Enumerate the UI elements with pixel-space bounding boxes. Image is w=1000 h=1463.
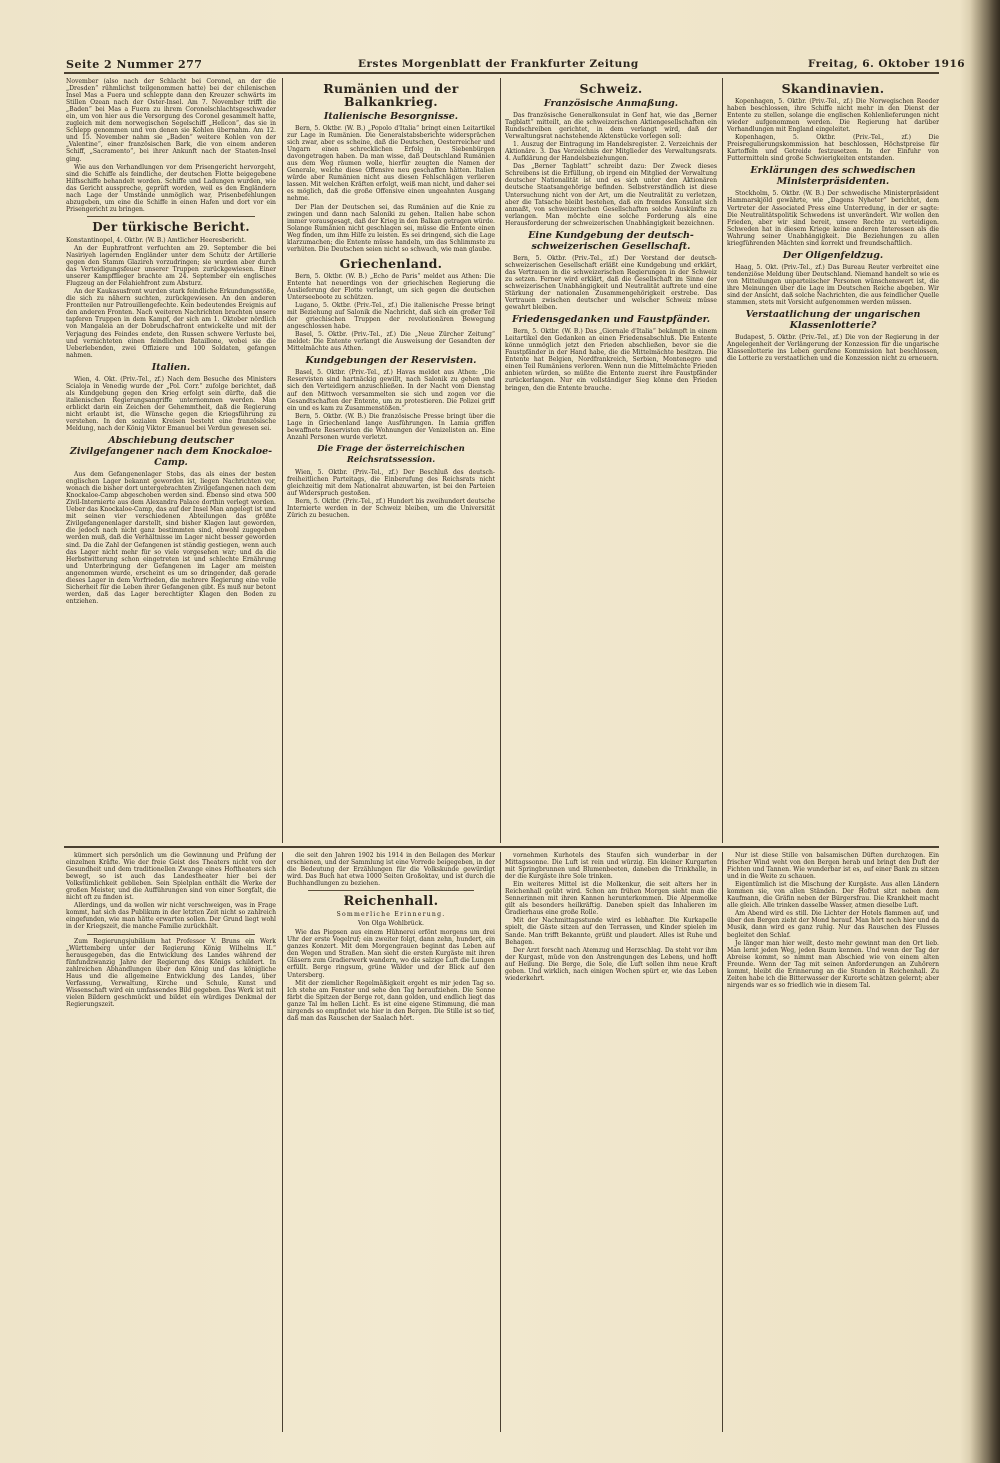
feuilleton-paragraph: Der Arzt forscht nach Atemzug und Herzschlag. Da steht vor ihm der Kurgast, müde von den Anstrengungen des Lebens, und hofft auf Heilung. Die Berge, die Sole, die Luft sollen ihm neue Kraft geben. Und wirklich, nach einigen Wochen spürt er, wie das Leben wiederkehrt. xyxy=(505,946,717,982)
article-paragraph: Das „Berner Tagblatt“ schreibt dazu: Der Zweck dieses Schreibens ist die Erfüllung, ob irgend ein Mitglied der Verwaltung deutscher Nationalität ist und es sich unter den Aktionären deutsche Staatsangehörige befinden. Selbstverständlich ist diese Untersuchung nicht von der Art, um die Neutralität zu verletzen, aber die Tatsache bleibt bestehen, daß ein fremdes Konsulat sich anmaßt, von schweizerischen Gesellschaften solche Auskünfte zu verlangen. Man möchte eine solche Forderung als eine Herausforderung der schweizerischen Unabhängigkeit bezeichnen. xyxy=(505,163,717,227)
byline: Von Olga Wohlbrück. xyxy=(358,920,424,928)
lower-column-4 xyxy=(727,852,939,1432)
feuilleton-paragraph: Ein weiteres Mittel ist die Molkenkur, die seit alters her in Reichenhall geübt wird. Schon am frühen Morgen sieht man die Sennerinnen mit ihren Kannen herunterkommen. Die Alpenmolke gilt als besonders heilkräftig. Daneben spielt das Inhalieren im Gradierhaus eine große Rolle. xyxy=(505,881,717,917)
headline-griechenland: Griechenland. xyxy=(339,255,443,271)
headline-kundgebung-gesellschaft: Eine Kundgebung der deutsch-schweizerischen Gesellschaft. xyxy=(528,229,694,252)
headline-oligenfeldzug: Der Oligenfeldzug. xyxy=(782,249,884,261)
feuilleton-paragraph: Zum Regierungsjubiläum hat Professor V. Bruns ein Werk „Württemberg unter der Regierung König Wilhelms II.“ herausgegeben, das die Entwicklung des Landes während der fünfundzwanzig Jahre der Regierung des Königs schildert. In zahlreichen Abhandlungen über den König und das königliche Haus und die allgemeine Entwicklung des Landes, über Verfassung, Verwaltung, Kirche und Schule, Kunst und Wissenschaft wird ein umfassendes Bild gegeben. Das Werk ist mit vielen Bildern geschmückt und bildet ein würdiges Denkmal der Regierungszeit. xyxy=(66,937,276,1008)
article-paragraph: Kopenhagen, 5. Oktbr. (Priv.-Tel., zf.) Die Preisregulierungskommission hat beschlossen, Höchstpreise für Kartoffeln und Getreide festzusetzen. In der Einfuhr von Futtermitteln sind große Schwierigkeiten entstanden. xyxy=(727,134,939,163)
column-divider xyxy=(722,852,723,1432)
feuilleton-paragraph: Wie das Piepsen aus einem Hühnerei erfönt morgens um drei Uhr der erste Vogelruf; ein zweiter folgt, dann zehn, hundert, ein ganzes Konzert. Mit dem Morgengrauen beginnt das Leben auf den Wegen und Straßen. Man sieht die ersten Kurgäste mit ihren Gläsern zum Gradierwerk wandern, wo die salzige Luft die Lungen erfüllt. Berge ringsum, grüne Wälder und der Blick auf den Untersberg. xyxy=(287,929,495,979)
article-paragraph: Basel, 5. Oktbr. (Priv.-Tel., zf.) Havas meldet aus Athen: „Die Reservisten sind hartnäckig gewillt, nach Salonik zu gehen und sich den Verteidigern anzuschließen. In der Nacht vom Dienstag auf den Mittwoch versammelten sie sich und zogen vor die Gesandtschaften der Entente, um zu protestieren. Die Polizei griff ein und es kam zu Zusammenstößen.“ xyxy=(287,369,495,412)
masthead-title: Erstes Morgenblatt der Frankfurter Zeitung xyxy=(358,58,639,70)
article-paragraph: Bern, 5. Oktbr. (W. B.) „Popolo d'Italia“ bringt einen Leitartikel zur Lage in Rumänien. Die Generalstabsberichte widersprächen sich zwar, aber es scheine, daß die Deutschen, Oesterreicher und Ungarn einen schrecklichen Erfolg in Siebenbürgen davongetragen haben. Da man wisse, daß Deutschland Rumänien aus dem Weg räumen wolle, hierfür zeugten die Namen der Generale, welche diese Offensive neu geschaffen hätten. Italien würde aber Rumänien nicht aus diesen Fehlschlägen verlieren lassen. Mit welchen Kräften erfolgt, weiß man nicht, und daher sei es möglich, daß die große Offensive einen ungeahnten Ausgang nehme. xyxy=(287,125,495,203)
headline-schweiz: Schweiz. xyxy=(579,81,643,96)
headline-friedensgedanken: Friedensgedanken und Faustpfänder. xyxy=(511,314,711,326)
subheadline: Sommerliche Erinnerung. xyxy=(336,911,446,919)
headline-tuerkischer-bericht: Der türkische Bericht. xyxy=(92,219,250,234)
article-paragraph: Bern, 5. Oktbr. (Priv.-Tel., zf.) Hundert bis zweihundert deutsche Internierte werden in der Schweiz bleiben, um die Universität Zürich zu besuchen. xyxy=(287,498,495,520)
section-rule xyxy=(64,846,939,848)
article-paragraph: Bern, 5. Oktbr. (W. B.) Die französische Presse bringt über die Lage in Griechenland lange Ausführungen. In Lamia griffen bewaffnete Reservisten die Wohnungen der Venizelisten an. Eine Anzahl Personen wurde verletzt. xyxy=(287,412,495,441)
feuilleton-paragraph: Eigentümlich ist die Mischung der Kurgäste. Aus allen Ländern kommen sie, von allen Ständen. Der Hofrat sitzt neben dem Kaufmann, die Gräfin neben der Bürgersfrau. Die Krankheit macht alle gleich. Alle trinken dasselbe Wasser, atmen dieselbe Luft. xyxy=(727,881,939,910)
feuilleton-paragraph: Mit der Nachmittagsstunde wird es lebhafter. Die Kurkapelle spielt, die Gäste sitzen auf den Terrassen, und Kinder spielen im Sande. Man trifft Bekannte, grüßt und plaudert. Alles ist Ruhe und Behagen. xyxy=(505,917,717,946)
feuilleton-paragraph: vornehmen Kurhotels des Staufen sich wunderbar in der Mittagssonne. Die Luft ist rein und würzig. Ein kleiner Kurgarten mit Springbrunnen und Blumenbeeten, daneben die Trinkhalle, in der die Kurgäste ihre Sole trinken. xyxy=(505,852,717,881)
article-paragraph: 1. Auszug der Eintragung im Handelsregister. 2. Verzeichnis der Aktionäre. 3. Das Verzeichnis der Mitglieder des Verwaltungsrats. 4. Aufklärung der Handelsbeziehungen. xyxy=(505,141,717,163)
page-number: Seite 2 Nummer 277 xyxy=(66,58,203,71)
column-divider xyxy=(500,78,501,843)
headline-reichsratssession: Die Frage der österreichischen Reichsratssession. xyxy=(317,443,465,465)
feuilleton-paragraph: Am Abend wird es still. Die Lichter der Hotels flammen auf, und über den Bergen zieht der Mond herauf. Man hört noch hier und da Musik, dann wird es ganz ruhig. Nur das Rauschen des Flusses begleitet den Schlaf. xyxy=(727,910,939,939)
article-paragraph: Bern, 5. Oktbr. (W. B.) „Echo de Paris“ meldet aus Athen: Die Entente hat neuerdings von der griechischen Regierung die Auslieferung der Flotte verlangt, um sich gegen die deutschen Unterseeboote zu schützen. xyxy=(287,272,495,301)
headline-italien: Italien. xyxy=(151,361,191,373)
article-paragraph: Bern, 5. Oktbr. (W. B.) Das „Giornale d'Italia“ bekämpft in einem Leitartikel den Gedanken an einen Friedensabschluß. Die Entente könne unmöglich jetzt den Frieden abschließen, bevor sie die Faustpfänder in der Hand habe, die die Mittelmächte besitzen. Die Entente hat Belgien, Nordfrankreich, Serbien, Montenegro und einen Teil Rumäniens verloren. Wenn nun die Mittelmächte Frieden anbieten würden, so müßte die Entente zuerst ihre Faustpfänder zurückerlangen. Nur ein vollständiger Sieg könne den Frieden bringen, den die Entente brauche. xyxy=(505,328,717,392)
column-divider xyxy=(500,852,501,1432)
article-paragraph: Wie aus den Verhandlungen vor dem Prisengericht hervorgeht, sind die Schiffe als feindliche, der deutschen Flotte beigegebene Hilfsschiffe behandelt worden. Schiffe und Ladungen wurden, wie das Gericht ausspreche, geprüft worden, weil es den Engländern nach Lage der Umstände unmöglich war, Prisenbefehlungen abzugeben, um eine die Schiffe in einen Hafen und dort vor ein Prisengericht zu bringen. xyxy=(66,163,276,213)
lower-column-1 xyxy=(66,852,276,1432)
article-paragraph: Wien, 5. Oktbr. (Priv.-Tel., zf.) Der Beschluß des deutsch-freiheitlichen Parteitags, die Einberufung des Reichsrats nicht gleichzeitig mit dem Nationalrat abzuwarten, ist bei den Parteien auf Widerspruch gestoßen. xyxy=(287,468,495,497)
feuilleton-paragraph: Je länger man hier weilt, desto mehr gewinnt man den Ort lieb. Man lernt jeden Weg, jeden Baum kennen. Und wenn der Tag der Abreise kommt, so nimmt man Abschied wie von einem alten Freunde. Wenn der Tag mit seinen Anforderungen an Zuhörern kommt, bleibt die Erinnerung an die Stunden in Reichenhall. Zu Zeiten habe ich die Bitterwasser der Kurorte schätzen gelernt; aber nirgends war es so friedlich wie in diesem Tal. xyxy=(727,939,939,989)
article-paragraph: Kopenhagen, 5. Oktbr. (Priv.-Tel., zf.) Die Norwegischen Reeder haben beschlossen, ihre Schiffe nicht mehr in den Dienst der Entente zu stellen, solange die englischen Kohlenlieferungen nicht wieder aufgenommen werden. Die Regierung hat darüber Verhandlungen mit England eingeleitet. xyxy=(727,98,939,134)
headline-italienische-besorgnisse: Italienische Besorgnisse. xyxy=(323,111,459,122)
column-divider xyxy=(282,852,283,1432)
article-paragraph: Konstantinopel, 4. Oktbr. (W. B.) Amtlicher Heeresbericht. xyxy=(66,236,247,244)
article-paragraph: Stockholm, 5. Oktbr. (W. B.) Der schwedische Ministerpräsident Hammarskjöld gewährte, wie „Dagens Nyheter“ berichtet, dem Vertreter der Associated Press eine Unterredung, in der er sagte: Die Neutralitätspolitik Schwedens ist unverändert. Wir wollen den Frieden, aber wir sind bereit, unsere Rechte zu verteidigen. Schweden hat in diesem Kriege keine anderen Interessen als die Wahrung seiner Unabhängigkeit. Die Beziehungen zu allen kriegführenden Mächten sind korrekt und freundschaftlich. xyxy=(727,190,939,247)
article-paragraph: An der Euphratfront verfuchten am 29. September die bei Nasiriyeh lagernden Engländer unter dem Schutz der Artillerie gegen den Stamm Glazireh vorzudringen; sie wurden aber durch das Verteidigungsfeuer unserer Truppen zurückgewiesen. Einer unserer Kampfflieger brachte am 24. September ein englisches Flugzeug an der Felahiehfront zum Absturz. xyxy=(66,244,276,288)
feuilleton-paragraph: kümmert sich persönlich um die Gewinnung und Prüfung der einzelnen Kräfte. Wie der freie Geist des Theaters nicht von der Gesundheit und dem traditionellen Zwange eines Hoftheaters sich bewegt, so ist auch das Landestheater hier bei der Volkstümlichkeit geblieben. Sein Spielplan enthält die Werke der großen Meister, und die Aufführungen sind von einer Sorgfalt, die nicht oft zu finden ist. xyxy=(66,852,276,902)
feuilleton-paragraph: die seit den Jahren 1902 bis 1914 in den Beilagen des Merkur erschienen, und der Sammlung ist eine Vorrede beigegeben, in der die Bedeutung der Erzählungen für die Volkskunde gewürdigt wird. Das Buch hat etwa 1000 Seiten Großoktav, und ist durch die Buchhandlungen zu beziehen. xyxy=(287,852,495,888)
separator xyxy=(87,934,255,935)
feuilleton-paragraph: Mit der ziemlicher Regelmäßigkeit ergeht es mir jeden Tag so. Ich stehe am Fenster und sehe den Tag heraufziehen. Die Sonne färbt die Spitzen der Berge rot, dann golden, und endlich liegt das ganze Tal im hellen Licht. Es ist eine eigene Stimmung, die man nirgends so empfindet wie hier in den Bergen. Die Stille ist so tief, daß man das Rauschen der Saalach hört. xyxy=(287,979,495,1022)
article-paragraph: Aus dem Gefangenenlager Stobs, das als eines der besten englischen Lager bekannt geworden ist, liegen Nachrichten vor, wonach die bisher dort untergebrachten Zivilgefangenen nach dem Knockaloe-Camp abgeschoben werden sind. Ebenso sind etwa 500 Zivil-Internierte aus dem Alexandra Palace dorthin verlegt worden. Ueber das Knockaloe-Camp, das auf der Insel Man angelegt ist und mit seinen vier verschiedenen Abteilungen das größte Zivilgefangenenlager darstellt, sind bisher Klagen laut geworden, die jedoch nach nicht ganz bestimmten sind, obwohl zugegeben werden muß, daß die Verhältnisse im Lager nicht besser geworden sind. Da die Zahl der Gefangenen ist ständig gestiegen, wenn auch das Lager nicht mehr für so viele vorgesehen war; und da die Herbstwitterung schon eingetreten ist und schlechte Ernährung und Unterbringung der Gefangenen im Lager am meisten angenommen wurde, erscheint es um so dringender, daß gerade dieses Lager in dem Vorfrieden, die mehrere Regierung eine volle Sicherheit für die Leben ihrer Gefangenen gibt. Es muß nur betont werden, daß das Lager berechtigter Klagen den Boden zu entziehen. xyxy=(66,471,276,605)
headline-franzoesische-anmassung: Französische Anmaßung. xyxy=(543,98,679,109)
column-2 xyxy=(287,78,495,843)
masthead-rule xyxy=(64,72,939,74)
headline-reichenhall: Reichenhall. xyxy=(343,894,439,910)
headline-verstaatlichung: Verstaatlichung der ungarischen Klassenlotterie? xyxy=(745,309,921,332)
article-paragraph: November (also nach der Schlacht bei Coronel, an der die „Dresden“ rühmlichst teilgenommen hatte) bei der chilenischen Insel Mas a Fuera und schleppte dann den Kreuzer schwärts im Stillen Ozean nach der Oster-Insel. Am 7. November trifft die „Baden“ bei Mas a Fuera zu ihrem Coronelschlachtsgeschwader ein, um von hier aus die Versorgung des Coronel gesammelt hatte, zugleich mit dem norwegischen Segelschiff „Helicon“, das sie in Schlepp genommen und von denen sie Kohlen übernahm. Am 12. und 15. November nahm sie „Baden“ weitere Kohlen von der „Valentine“, einer französischen Bark, die von einem anderen Schiff, „Sacramento“, bei ihrer Ankunft nach der Staaten-Insel ging. xyxy=(66,78,276,163)
headline-abschiebung: Abschiebung deutscher Zivilgefangener nach dem Knockaloe-Camp. xyxy=(69,435,273,469)
article-paragraph: Das französische Generalkonsulat in Genf hat, wie das „Berner Tagblatt“ mitteilt, an die schweizerischen Aktiengesellschaften ein Rundschreiben gerichtet, in dem verlangt wird, daß der Verwaltungsrat nachstehende Aktenstücke vorlegen soll: xyxy=(505,112,717,141)
feuilleton-paragraph: Allerdings, und da wollen wir nicht verschweigen, was in Frage kommt, hat sich das Publikum in der letzten Zeit nicht so zahlreich eingefunden, wie man hätte erwarten sollen. Der Grund liegt wohl in der Kriegszeit, die manche Familie zurückhält. xyxy=(66,902,276,931)
headline-erklaerungen: Erklärungen des schwedischen Ministerpräsidenten. xyxy=(750,165,916,188)
headline-rumaenien: Rumänien und der Balkankrieg. xyxy=(323,81,459,109)
column-divider xyxy=(282,78,283,843)
article-paragraph: Der Plan der Deutschen sei, das Rumänien auf die Knie zu zwingen und dann nach Saloniki zu gehen. Italien habe schon immer vorausgesagt, daß der Krieg in den Balkan getragen würde. Solange Rumänien nicht geschlagen sei, müsse die Entente einen Weg finden, um ihm Hilfe zu leisten. Es sei dringend, sich die Lage klarzumachen; die Entente müsse handeln, um das Schlimmste zu verhüten. Die Deutschen seien nicht so schwach, wie man glaube. xyxy=(287,203,495,253)
article-paragraph: Wien, 4. Okt. (Priv.-Tel., zf.) Nach dem Besuche des Ministers Scialoja in Venedig wurde der „Pol. Corr.“ zufolge berichtet, daß als Kundgebung gegen den Krieg erfolgt sein dürfte, daß die italienischen Regierungsangriffe unternommen werden. Man erblickt darin ein Zeichen der Gehemmtheit, daß die Regierung nicht erlaubt ist, die Wünsche gegen die Kriegsführung zu verstehen. In den sozialen Kreisen besteht eine französische Meldung, nach der König Viktor Emanuel bei Verdun gewesen sei. xyxy=(66,375,276,433)
lower-column-2 xyxy=(287,852,495,1432)
article-paragraph: Bern, 5. Oktbr. (Priv.-Tel., zf.) Der Vorstand der deutsch-schweizerischen Gesellschaft erläßt eine Kundgebung und erklärt, das Vertrauen in die schweizerischen Regierungen in der Schweiz zu setzen. Ferner wird erklärt, daß die Gesellschaft im Sinne der schweizerischen Unabhängigkeit und Neutralität auftrete und eine Stärkung der nationalen Zusammengehörigkeit erstrebe. Das Vertrauen zwischen deutscher und welscher Schweiz müsse gewahrt bleiben. xyxy=(505,254,717,312)
masthead-date: Freitag, 6. Oktober 1916 xyxy=(808,58,966,70)
column-divider xyxy=(722,78,723,843)
headline-reservisten: Kundgebungen der Reservisten. xyxy=(305,355,477,367)
article-paragraph: Budapest, 5. Oktbr. (Priv.-Tel., zf.) Die von der Regierung in der Angelegenheit der Verlängerung der Konzession für die ungarische Klassenlotterie ins Leben gerufene Kommission hat beschlossen, die Lotterie zu verstaatlichen und die Konzession nicht zu erneuern. xyxy=(727,334,939,363)
article-paragraph: Lugano, 5. Oktbr. (Priv.-Tel., zf.) Die italienische Presse bringt mit Beziehung auf Salonik die Nachricht, daß sich ein großer Teil der griechischen Truppen der revolutionären Bewegung angeschlossen habe. xyxy=(287,302,495,331)
headline-skandinavien: Skandinavien. xyxy=(781,81,885,96)
article-paragraph: Haag, 5. Okt. (Priv.-Tel., zf.) Das Bureau Reuter verbreitet eine tendenziöse Meldung über Deutschland. Niemand handelt so wie es von Mitteilungen unparteiischer Personen wünschenswert ist, die ihre Meinungen über die Lage im Deutschen Reiche abgeben. Wir sind der Ansicht, daß solche Nachrichten, die aus feindlicher Quelle stammen, stets mit Vorsicht aufgenommen werden müssen. xyxy=(727,263,939,307)
page-edge-shadow xyxy=(970,0,1000,1463)
separator xyxy=(308,890,474,891)
feuilleton-paragraph: Nur ist diese Stille von balsamischen Düften durchzogen. Ein frischer Wind weht von den Bergen herab und bringt den Duft der Fichten und Tannen. Wie wunderbar ist es, auf einer Bank zu sitzen und in die Weite zu schauen. xyxy=(727,852,939,881)
column-4 xyxy=(727,78,939,843)
article-paragraph: Basel, 5. Oktbr. (Priv.-Tel., zf.) Die „Neue Zürcher Zeitung“ meldet: Die Entente verlangt die Ausweisung der Gesandten der Mittelmächte aus Athen. xyxy=(287,331,495,353)
column-1 xyxy=(66,78,276,843)
lower-column-3 xyxy=(505,852,717,1432)
article-paragraph: An der Kaukasusfront wurden stark feindliche Erkundungsstöße, die sich zu nähern suchten, zurückgewiesen. An den anderen Frontteilen nur Patrouillengefechte. Kein bedeutendes Ereignis auf den anderen Fronten. Nach weiteren Nachrichten brachten unsere tapferen Truppen in dem Kampf, der sich am 1. Oktober nördlich von Mangaleia an der Dobrudschafront entwickelte und mit der Verjagung des Feindes endete, den Russen schwere Verluste bei, und vernichteten einen feindlichen Bataillone, wobei sie die Ueberlebenden, zwei Offiziere und 100 Soldaten, gefangen nahmen. xyxy=(66,288,276,359)
column-3 xyxy=(505,78,717,843)
separator xyxy=(87,216,255,217)
